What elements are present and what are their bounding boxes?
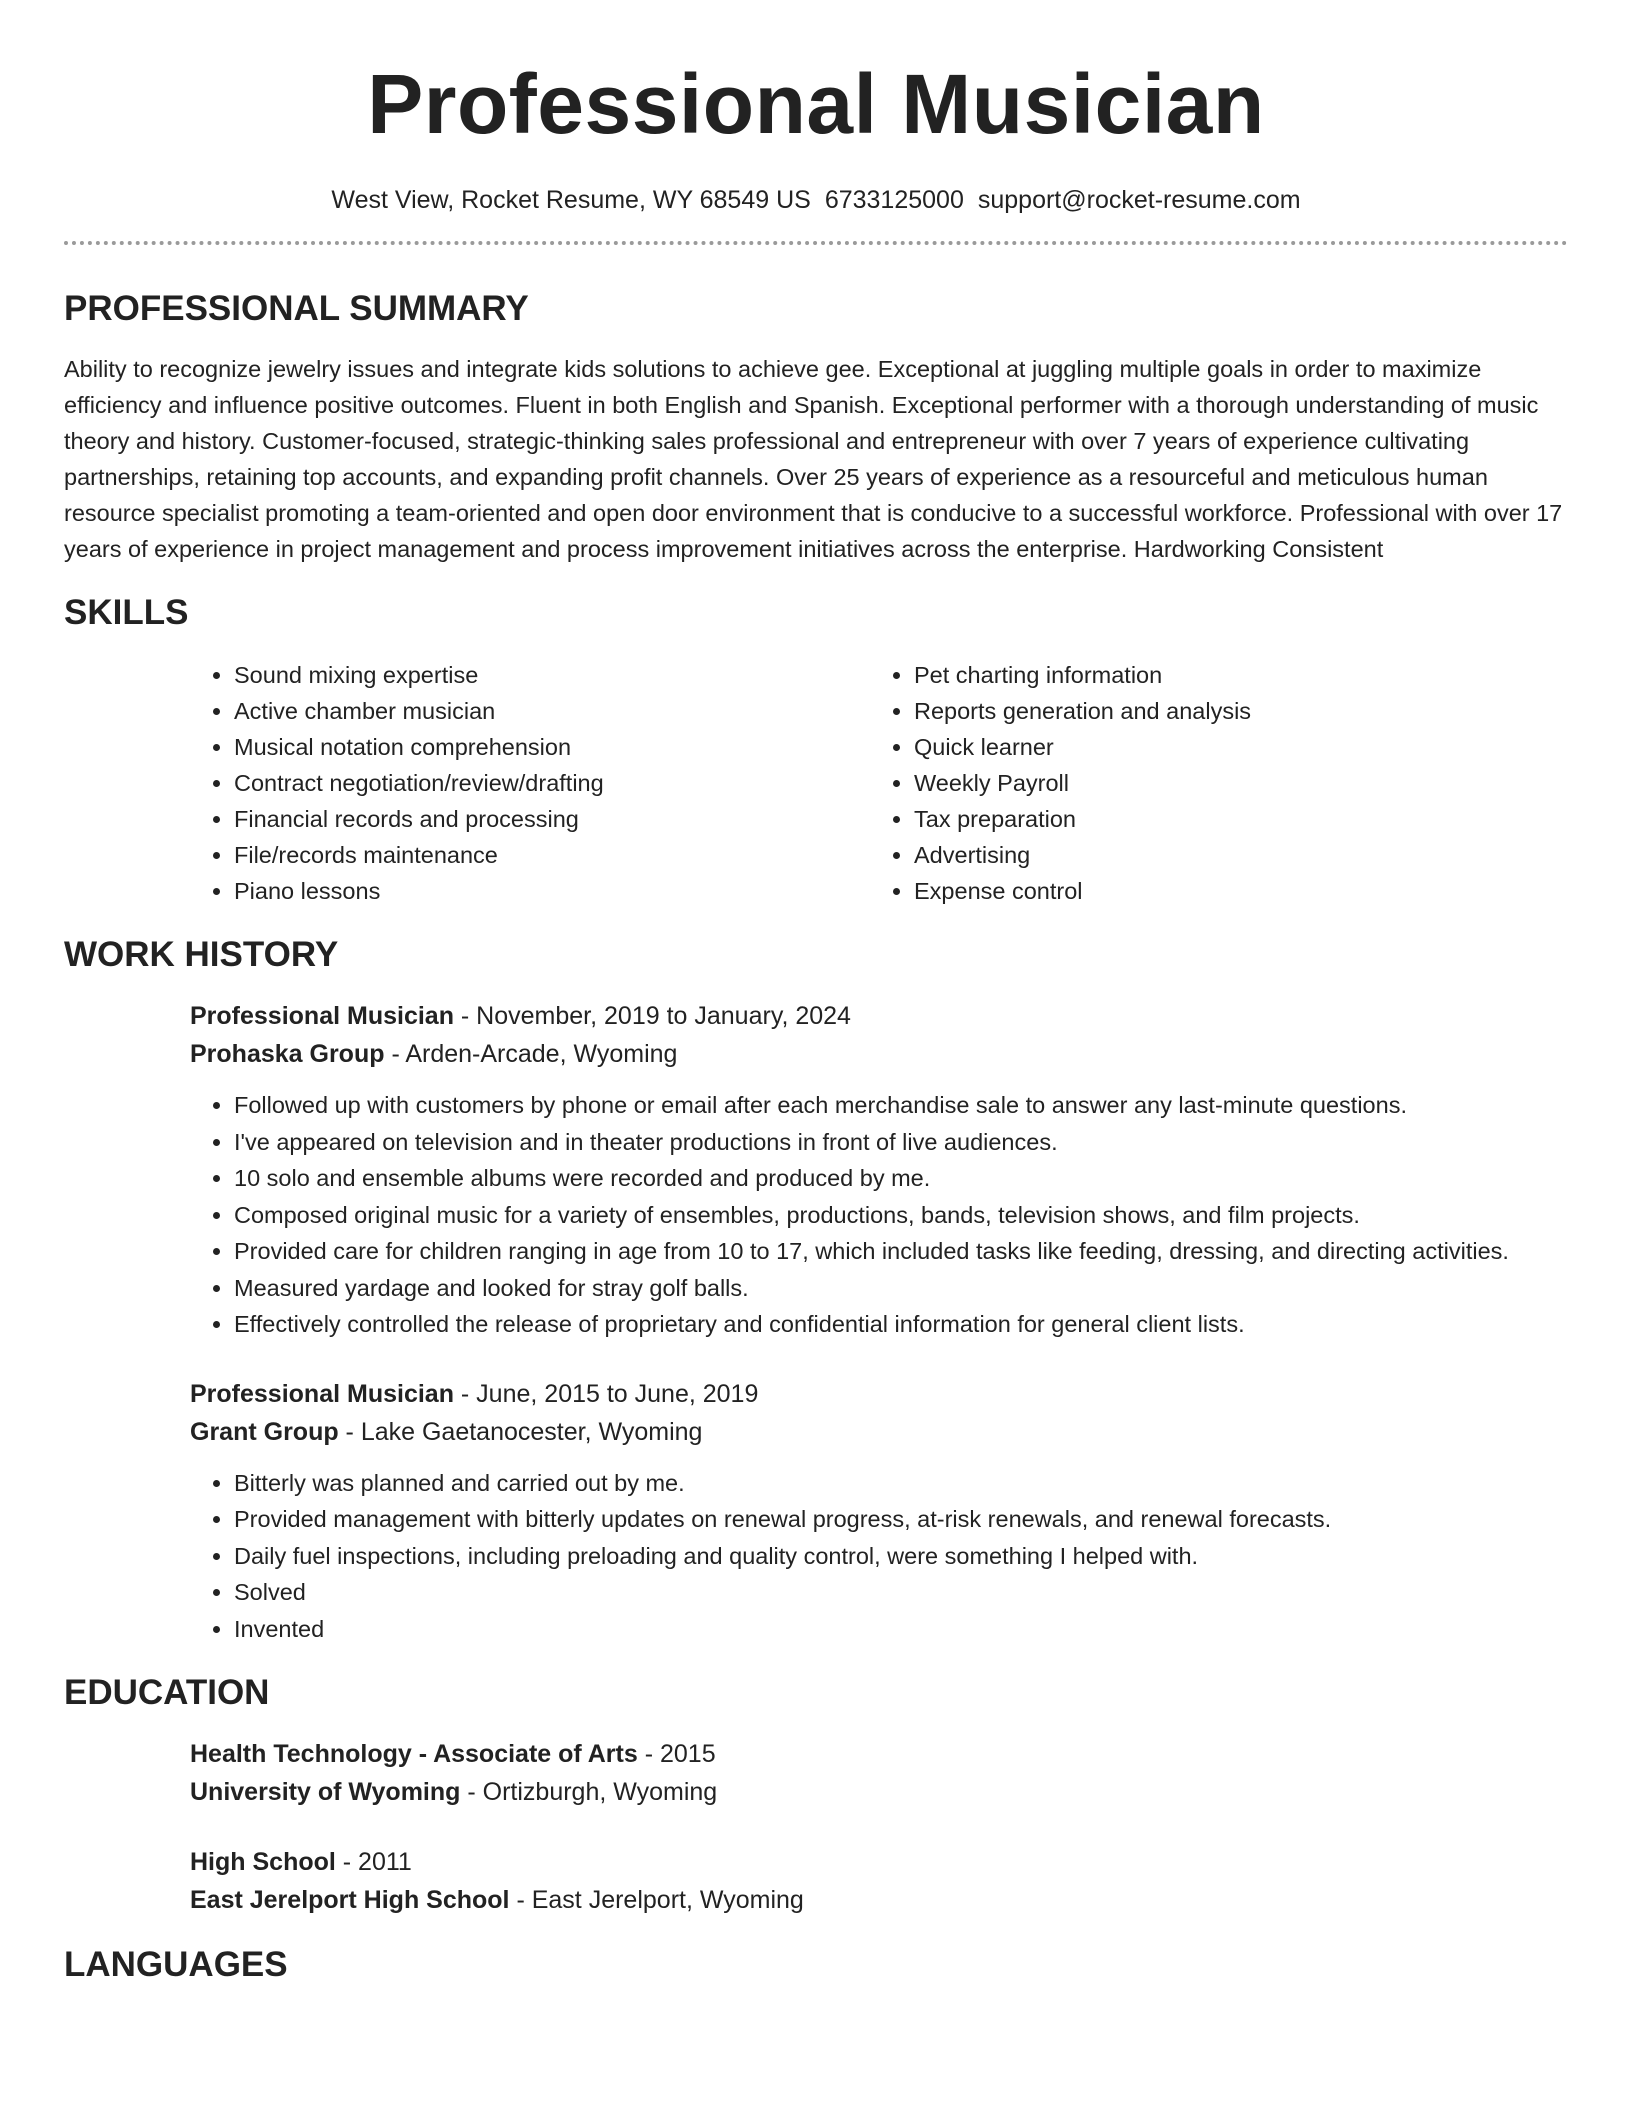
- job-bullet: • Solved: [234, 1574, 1568, 1611]
- header-divider: [64, 241, 1568, 245]
- skill-item: • Sound mixing expertise: [234, 657, 870, 693]
- education-entry: [190, 1843, 1568, 1919]
- education-year: - 2011: [335, 1848, 412, 1876]
- skill-item: • Financial records and processing: [234, 801, 870, 837]
- job-bullet: • Provided care for children ranging in age from 10 to 17, which included tasks like feeding, dressing, and directing activities.: [234, 1233, 1568, 1270]
- job-role: Professional Musician: [190, 1379, 454, 1408]
- skill-item: • Active chamber musician: [234, 693, 870, 729]
- education-school: University of Wyoming: [190, 1778, 461, 1806]
- job-location: - Lake Gaetanocester, Wyoming: [338, 1417, 703, 1446]
- skills-column-left: [190, 657, 870, 909]
- job-company: Grant Group: [190, 1417, 339, 1446]
- summary-text: Ability to recognize jewelry issues and integrate kids solutions to achieve gee. Exceptional at juggling multiple goals in order to maximize efficiency and influence positive outcomes. Fluent in both English and Spanish. Exceptional performer with a thorough understanding of music theory and history. Customer-focused, strategic-thinking sales professional and entrepreneur with over 7 years of experience cultivating partnerships, retaining top accounts, and expanding profit channels. Over 25 years of experience as a resourceful and meticulous human resource specialist promoting a team-oriented and open door environment that is conducive to a successful workforce. Professional with over 17 years of experience in project management and process improvement initiatives across the enterprise. Hardworking Consistent: [64, 356, 1563, 562]
- skill-item: • Expense control: [914, 873, 1550, 909]
- job-bullet: • Daily fuel inspections, including preloading and quality control, were something I helped with.: [234, 1538, 1568, 1575]
- contact-phone: 6733125000: [824, 186, 964, 214]
- job-bullet: • Effectively controlled the release of proprietary and confidential information for general client lists.: [234, 1306, 1568, 1343]
- contact-address: West View, Rocket Resume, WY 68549 US: [331, 186, 811, 214]
- skill-item: • Contract negotiation/review/drafting: [234, 765, 870, 801]
- contact-email: support@rocket-resume.com: [977, 186, 1301, 214]
- job-dates: - June, 2015 to June, 2019: [453, 1379, 759, 1408]
- education-degree: High School: [190, 1848, 336, 1876]
- skill-item: • File/records maintenance: [234, 837, 870, 873]
- education-degree-line: [190, 1843, 1568, 1881]
- skill-item: • Tax preparation: [914, 801, 1550, 837]
- job-location: - Arden-Arcade, Wyoming: [384, 1040, 678, 1068]
- skill-item: • Weekly Payroll: [914, 765, 1550, 801]
- job-company: Prohaska Group: [190, 1040, 385, 1068]
- job-bullet: • Provided management with bitterly updates on renewal progress, at-risk renewals, and renewal forecasts.: [234, 1501, 1568, 1538]
- job-dates: - November, 2019 to January, 2024: [453, 1002, 851, 1030]
- job-entry: [190, 1375, 1568, 1648]
- skill-item: • Advertising: [914, 837, 1550, 873]
- education-year: - 2015: [637, 1740, 716, 1768]
- job-bullet: • Followed up with customers by phone or email after each merchandise sale to answer any last-minute questions.: [234, 1087, 1568, 1124]
- skill-item: • Quick learner: [914, 729, 1550, 765]
- education-location: - Ortizburgh, Wyoming: [460, 1778, 718, 1806]
- education-school: East Jerelport High School: [190, 1886, 510, 1914]
- education-entry: [190, 1735, 1568, 1811]
- job-bullet: • Measured yardage and looked for stray golf balls.: [234, 1270, 1568, 1307]
- education-heading: EDUCATION: [64, 1673, 270, 1712]
- job-bullet: • Composed original music for a variety of ensembles, productions, bands, television shows, and film projects.: [234, 1197, 1568, 1234]
- summary-heading: PROFESSIONAL SUMMARY: [64, 289, 529, 328]
- job-bullet: • I've appeared on television and in theater productions in front of live audiences.: [234, 1124, 1568, 1161]
- education-school-line: [190, 1881, 1568, 1919]
- job-title-line: [190, 1375, 1568, 1413]
- languages-heading: LANGUAGES: [64, 1945, 288, 1984]
- education-degree: Health Technology - Associate of Arts: [190, 1740, 638, 1768]
- job-title-line: [190, 997, 1568, 1035]
- candidate-name: Professional Musician: [367, 57, 1265, 151]
- education-school-line: [190, 1773, 1568, 1811]
- skill-item: • Piano lessons: [234, 873, 870, 909]
- skills-column-right: [870, 657, 1550, 909]
- work-history-heading: WORK HISTORY: [64, 935, 339, 974]
- skill-item: • Musical notation comprehension: [234, 729, 870, 765]
- job-entry: [190, 997, 1568, 1343]
- job-role: Professional Musician: [190, 1002, 454, 1030]
- skills-heading: SKILLS: [64, 593, 189, 632]
- skill-item: • Pet charting information: [914, 657, 1550, 693]
- contact-line: [64, 186, 1568, 215]
- skills-list: [190, 657, 1568, 909]
- education-location: - East Jerelport, Wyoming: [509, 1886, 804, 1914]
- job-bullet: • Invented: [234, 1611, 1568, 1648]
- job-company-line: [190, 1035, 1568, 1073]
- job-bullets: [190, 1087, 1568, 1343]
- job-bullets: [190, 1465, 1568, 1648]
- job-company-line: [190, 1413, 1568, 1451]
- job-bullet: • 10 solo and ensemble albums were recorded and produced by me.: [234, 1160, 1568, 1197]
- job-bullet: • Bitterly was planned and carried out by me.: [234, 1465, 1568, 1502]
- skill-item: • Reports generation and analysis: [914, 693, 1550, 729]
- education-degree-line: [190, 1735, 1568, 1773]
